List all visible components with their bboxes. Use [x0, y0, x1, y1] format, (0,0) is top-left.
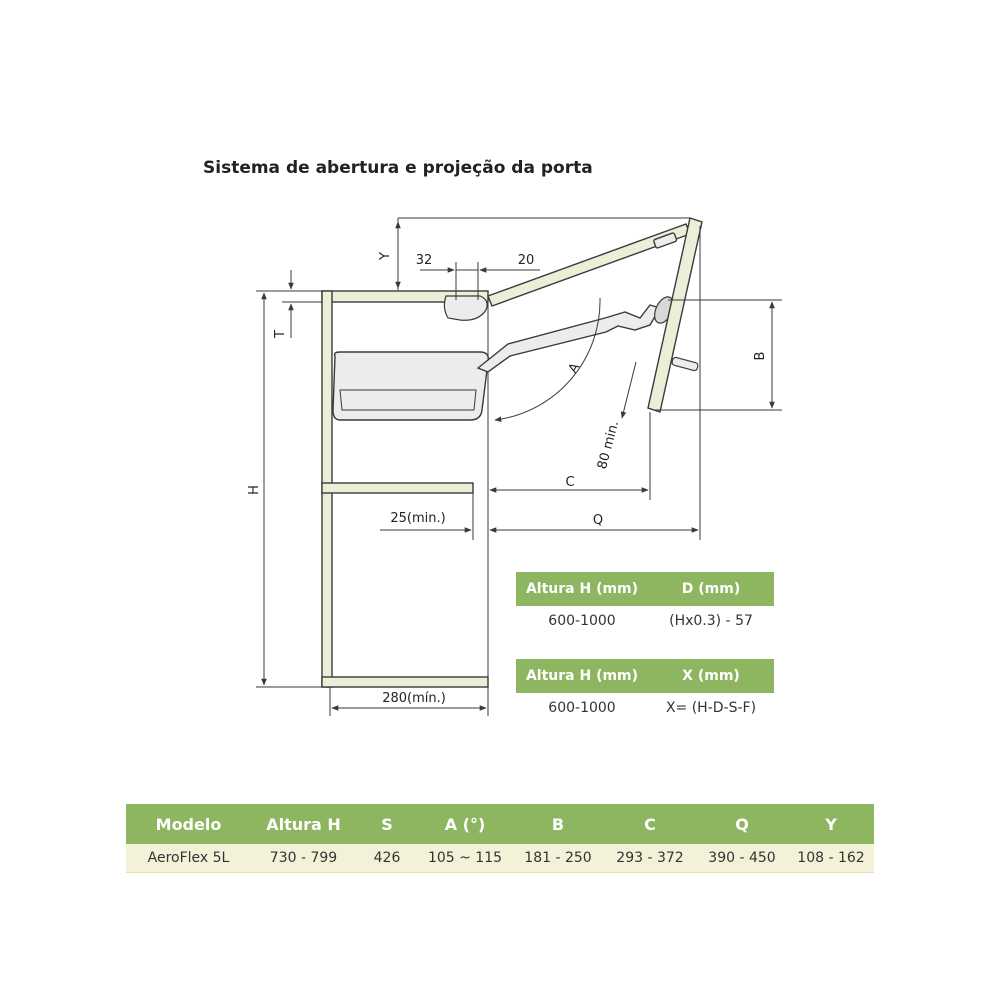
label-h: H — [247, 485, 262, 495]
hinge-bracket — [444, 296, 487, 320]
label-25-min: 25(min.) — [390, 511, 446, 526]
table-d-cell-altura: 600-1000 — [516, 606, 648, 636]
label-c: C — [565, 475, 575, 490]
spec-cell-s: 426 — [356, 844, 418, 873]
cabinet-shelf — [322, 483, 473, 493]
spec-header-y: Y — [788, 804, 874, 844]
label-y: Y — [378, 252, 393, 260]
spec-header-altura-h: Altura H — [251, 804, 356, 844]
table-x — [516, 659, 774, 723]
cabinet-bottom-panel — [322, 677, 488, 687]
label-b: B — [753, 351, 768, 361]
opened-door — [488, 218, 702, 412]
spec-cell-b: 181 - 250 — [512, 844, 604, 873]
table-row — [126, 844, 874, 873]
table-x-header-x: X (mm) — [648, 659, 774, 693]
table-x-header-altura: Altura H (mm) — [516, 659, 648, 693]
spec-table — [126, 804, 874, 873]
spec-header-q: Q — [696, 804, 788, 844]
label-280-min: 280(mín.) — [382, 691, 446, 706]
spec-header-b: B — [512, 804, 604, 844]
spec-cell-q: 390 - 450 — [696, 844, 788, 873]
label-20: 20 — [517, 253, 535, 268]
label-a: A — [565, 360, 584, 376]
label-80-min: 80 min. — [594, 419, 623, 471]
spec-cell-c: 293 - 372 — [604, 844, 696, 873]
table-d — [516, 572, 774, 636]
spec-header-c: C — [604, 804, 696, 844]
spec-cell-a: 105 ~ 115 — [418, 844, 512, 873]
spec-cell-y: 108 - 162 — [788, 844, 874, 873]
spec-cell-altura-h: 730 - 799 — [251, 844, 356, 873]
label-q: Q — [592, 513, 604, 528]
spec-header-s: S — [356, 804, 418, 844]
spec-header-a: A (°) — [418, 804, 512, 844]
spec-cell-modelo: AeroFlex 5L — [126, 844, 251, 873]
table-row — [516, 693, 774, 723]
table-d-header-d: D (mm) — [648, 572, 774, 606]
table-x-cell-x: X= (H-D-S-F) — [648, 693, 774, 723]
spec-header-modelo: Modelo — [126, 804, 251, 844]
cabinet — [322, 291, 488, 687]
label-32: 32 — [415, 253, 433, 268]
table-row — [516, 606, 774, 636]
page-title: Sistema de abertura e projeção da porta — [203, 158, 593, 178]
table-d-cell-d: (Hx0.3) - 57 — [648, 606, 774, 636]
lift-mechanism — [333, 294, 699, 420]
door-handle — [671, 357, 698, 371]
table-x-cell-altura: 600-1000 — [516, 693, 648, 723]
label-t: T — [273, 330, 288, 338]
table-d-header-altura: Altura H (mm) — [516, 572, 648, 606]
